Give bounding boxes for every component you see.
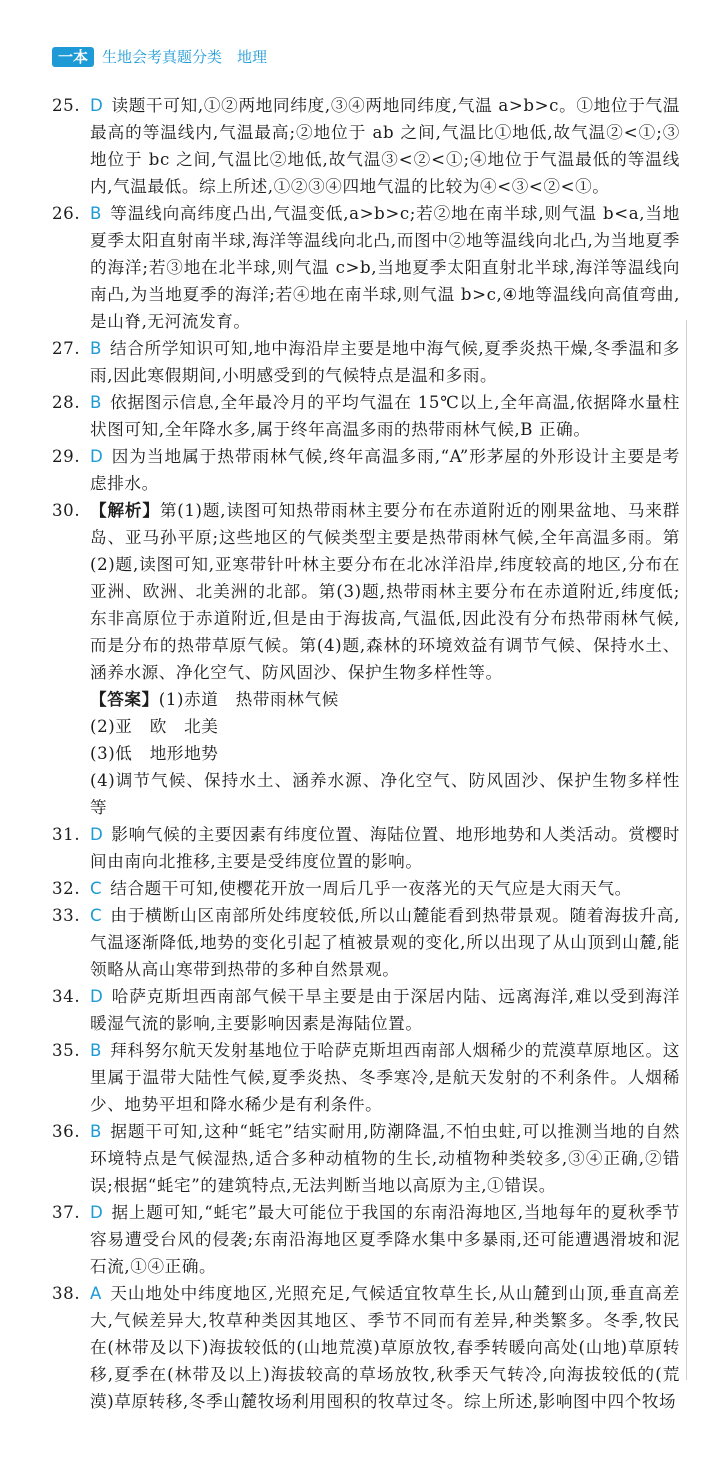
answer-letter: B <box>90 393 102 412</box>
question-37 <box>52 1199 680 1280</box>
explanation-text: 读题干可知,①②两地同纬度,③④两地同纬度,气温 a>b>c。①地位于气温最高的等温线内,气温最高;②地位于 ab 之间,气温比①地低,故气温②<①;③地位于 bc 之间,气温比②地低,故气温③<②<①;④地位于气温最低的等温线内,气温最低。综上所述,①②③④四地气温的比较为④<③<②<①。 <box>90 96 680 196</box>
question-27 <box>52 335 680 389</box>
answer-tag: 【答案】 <box>90 689 159 709</box>
question-36 <box>52 1118 680 1199</box>
question-number: 37. <box>52 1203 81 1222</box>
header-title: 生地会考真题分类 地理 <box>102 48 268 66</box>
question-number: 33. <box>52 906 81 925</box>
answer-letter: C <box>90 879 103 898</box>
answer-line <box>90 686 680 713</box>
margin-rule <box>686 320 687 1380</box>
answer-content <box>52 92 680 1415</box>
explanation-text: 等温线向高纬度凸出,气温变低,a>b>c;若②地在南半球,则气温 b<a,当地夏季太阳直射南半球,海洋等温线向北凸,而图中②地等温线向北凸,为当地夏季的海洋;若③地在北半球,则气温 c>b,当地夏季太阳直射北半球,海洋等温线向南凸,为当地夏季的海洋;若④地在南半球,则气温 b>c,④地等温线向高值弯曲,是山脊,无河流发育。 <box>90 204 680 331</box>
question-25 <box>52 92 680 200</box>
answer-letter: B <box>90 339 102 358</box>
explanation-text: 拜科努尔航天发射基地位于哈萨克斯坦西南部人烟稀少的荒漠草原地区。这里属于温带大陆性气候,夏季炎热、冬季寒冷,是航天发射的不利条件。人烟稀少、地势平坦和降水稀少是有利条件。 <box>90 1041 680 1114</box>
answer-letter: B <box>90 1122 102 1141</box>
sub-answer: (3)低 地形地势 <box>90 744 219 763</box>
explanation-text: 哈萨克斯坦西南部气候干旱主要是由于深居内陆、远离海洋,难以受到海洋暖湿气流的影响,主要影响因素是海陆位置。 <box>90 987 680 1033</box>
explanation-text: 结合题干可知,使樱花开放一周后几乎一夜落光的天气应是大雨天气。 <box>110 879 632 898</box>
sub-answer: (4)调节气候、保持水土、涵养水源、净化空气、防风固沙、保护生物多样性等 <box>90 771 680 817</box>
page-header <box>52 46 267 67</box>
explanation-text: 依据图示信息,全年最冷月的平均气温在 15℃以上,全年高温,依据降水量柱状图可知,全年降水多,属于终年高温多雨的热带雨林气候,B 正确。 <box>90 393 680 439</box>
question-number: 38. <box>52 1284 81 1303</box>
question-31 <box>52 821 680 875</box>
question-number: 34. <box>52 987 81 1006</box>
brand-logo: 一本 <box>52 47 94 67</box>
question-number: 28. <box>52 393 81 412</box>
answer-letter: D <box>90 96 104 115</box>
question-number: 31. <box>52 825 81 844</box>
sub-answer: (1)赤道 热带雨林气候 <box>158 690 339 709</box>
answer-letter: D <box>90 987 104 1006</box>
answer-letter: B <box>90 204 102 223</box>
question-34 <box>52 983 680 1037</box>
question-29 <box>52 443 680 497</box>
explanation-text: 因为当地属于热带雨林气候,终年高温多雨,“A”形茅屋的外形设计主要是考虑排水。 <box>90 447 680 493</box>
question-32 <box>52 875 680 902</box>
explanation-text: 由于横断山区南部所处纬度较低,所以山麓能看到热带景观。随着海拔升高,气温逐渐降低,地势的变化引起了植被景观的变化,所以出现了从山顶到山麓,能领略从高山寒带到热带的多种自然景观。 <box>90 906 680 979</box>
question-38 <box>52 1280 680 1415</box>
explanation-text: 天山地处中纬度地区,光照充足,气候适宜牧草生长,从山麓到山顶,垂直高差大,气候差异大,牧草种类因其地区、季节不同而有差异,种类繁多。冬季,牧民在(林带及以下)海拔较低的(山地荒漠)草原放牧,春季转暖向高处(山地)草原转移,夏季在(林带及以上)海拔较高的草场放牧,秋季天气转冷,向海拔较低的(荒漠)草原转移,冬季山麓牧场利用囤积的牧草过冬。综上所述,影响图中四个牧场 <box>90 1284 680 1411</box>
answer-letter: D <box>90 825 104 844</box>
question-number: 30. <box>52 501 81 520</box>
question-number: 26. <box>52 204 81 223</box>
answer-letter: A <box>90 1284 102 1303</box>
answer-letter: C <box>90 906 103 925</box>
question-number: 25. <box>52 96 81 115</box>
question-28 <box>52 389 680 443</box>
question-number: 35. <box>52 1041 81 1060</box>
answer-letter: D <box>90 447 104 466</box>
question-number: 36. <box>52 1122 81 1141</box>
question-number: 29. <box>52 447 81 466</box>
question-number: 27. <box>52 339 81 358</box>
analysis-text: 第(1)题,读图可知热带雨林主要分布在赤道附近的刚果盆地、马来群岛、亚马孙平原;这些地区的气候类型主要是热带雨林气候,全年高温多雨。第(2)题,读图可知,亚寒带针叶林主要分布在北冰洋沿岸,纬度较高的地区,分布在亚洲、欧洲、北美洲的北部。第(3)题,热带雨林主要分布在赤道附近,纬度低;东非高原位于赤道附近,但是由于海拔高,气温低,因此没有分布热带雨林气候,而是分布的热带草原气候。第(4)题,森林的环境效益有调节气候、保持水土、涵养水源、净化空气、防风固沙、保护生物多样性等。 <box>90 501 680 682</box>
question-35 <box>52 1037 680 1118</box>
explanation-text: 影响气候的主要因素有纬度位置、海陆位置、地形地势和人类活动。赏樱时间由南向北推移,主要是受纬度位置的影响。 <box>90 825 680 871</box>
explanation-text: 结合所学知识可知,地中海沿岸主要是地中海气候,夏季炎热干燥,冬季温和多雨,因此寒假期间,小明感受到的气候特点是温和多雨。 <box>90 339 680 385</box>
sub-answer: (2)亚 欧 北美 <box>90 717 219 736</box>
explanation-text: 据上题可知,“蚝宅”最大可能位于我国的东南沿海地区,当地每年的夏秋季节容易遭受台风的侵袭;东南沿海地区夏季降水集中多暴雨,还可能遭遇滑坡和泥石流,①④正确。 <box>90 1203 680 1276</box>
answer-letter: D <box>90 1203 104 1222</box>
question-30 <box>52 497 680 821</box>
explanation-text: 据题干可知,这种“蚝宅”结实耐用,防潮降温,不怕虫蛀,可以推测当地的自然环境特点是气候湿热,适合多种动植物的生长,动植物种类较多,③④正确,②错误;根据“蚝宅”的建筑特点,无法判断当地以高原为主,①错误。 <box>90 1122 680 1195</box>
question-33 <box>52 902 680 983</box>
question-26 <box>52 200 680 335</box>
question-number: 32. <box>52 879 81 898</box>
answer-letter: B <box>90 1041 102 1060</box>
analysis-tag: 【解析】 <box>90 500 160 520</box>
